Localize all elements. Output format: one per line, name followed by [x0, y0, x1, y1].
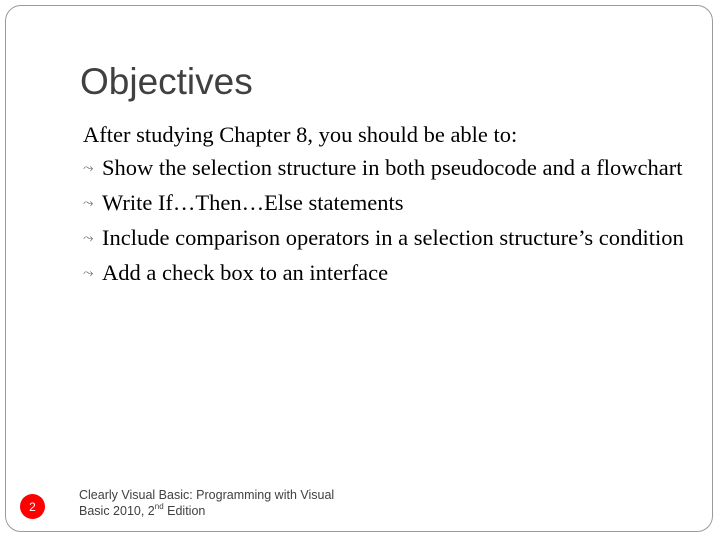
objectives-list: [83, 152, 693, 289]
slide-title: Objectives: [80, 61, 253, 102]
bullet-text: Add a check box to an interface: [102, 260, 389, 285]
curved-arrow-bullet-icon: ⤳: [83, 195, 94, 210]
curved-arrow-bullet-icon: ⤳: [83, 265, 94, 280]
curved-arrow-bullet-icon: ⤳: [83, 230, 94, 245]
page-number-badge: 2: [20, 494, 45, 519]
slide-body: [83, 118, 693, 289]
bullet-text: Include comparison operators in a selection structure’s condition: [102, 225, 684, 250]
list-item: [83, 152, 693, 184]
footer-line-1: Clearly Visual Basic: Programming with Visual: [79, 488, 335, 502]
list-item: [83, 257, 693, 289]
bullet-text: Write If…Then…Else statements: [102, 190, 404, 215]
footer-text: [79, 487, 379, 519]
curved-arrow-bullet-icon: ⤳: [83, 160, 94, 175]
list-item: [83, 187, 693, 219]
intro-text: After studying Chapter 8, you should be able to:: [83, 122, 518, 147]
footer-line-2-prefix: Basic 2010, 2: [79, 504, 155, 518]
footer-line-2: [79, 503, 379, 519]
footer-superscript: nd: [154, 501, 164, 511]
bullet-text: Show the selection structure in both pseudocode and a flowchart: [102, 155, 683, 180]
footer-line-2-suffix: Edition: [163, 504, 206, 518]
list-item: [83, 222, 693, 254]
